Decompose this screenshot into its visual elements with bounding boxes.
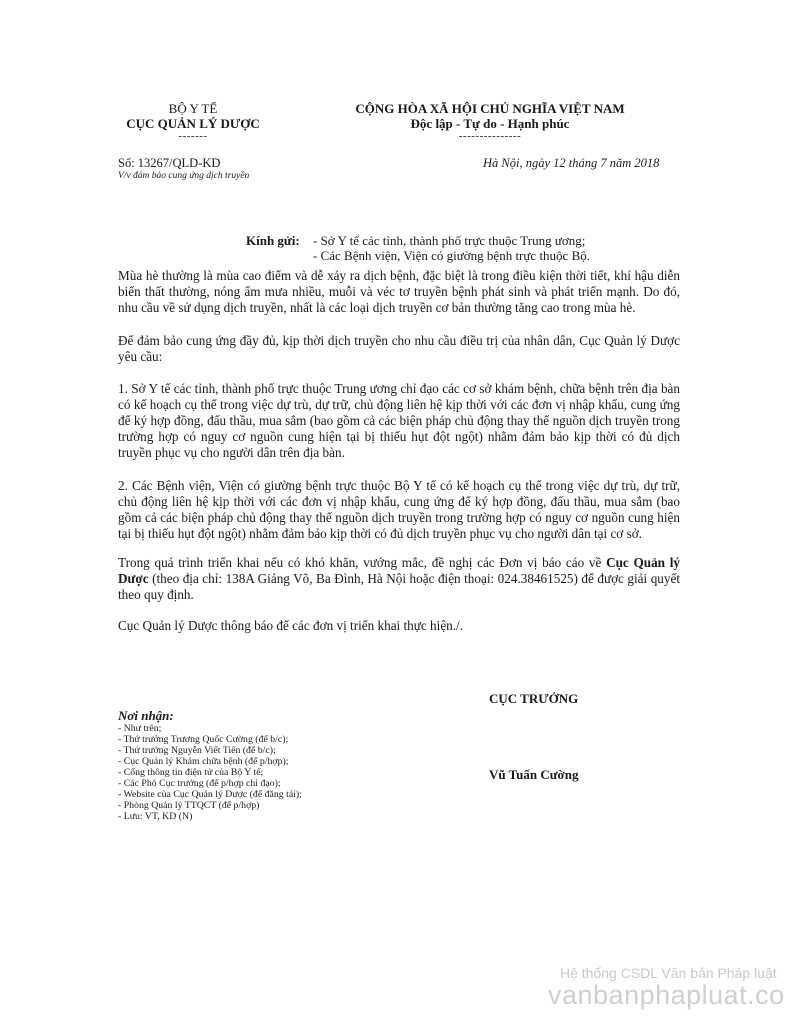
noi-nhan-item: - Thứ trưởng Nguyễn Viết Tiến (để b/c); xyxy=(118,745,276,756)
recipients-list xyxy=(313,233,590,263)
noi-nhan-item: - Website của Cục Quản lý Dược (để đăng tải); xyxy=(118,789,302,800)
recipient-item: - Sở Y tế các tỉnh, thành phố trực thuộc Trung ương; xyxy=(313,233,586,248)
recipients-label: Kính gửi: xyxy=(246,233,300,248)
header-left xyxy=(118,101,268,142)
noi-nhan-item: - Các Phó Cục trưởng (để p/hợp chỉ đạo); xyxy=(118,778,281,789)
body-paragraph-4: 2. Các Bệnh viện, Viện có giường bệnh trực thuộc Bộ Y tế có kế hoạch cụ thể trong việc dự trù, dự trữ, chủ động liên hệ kịp thời với các đơn vị nhập khẩu, cung ứng để ký hợp đồng, đấu thầu, mua sắm (bao gồm cả các biện pháp chủ động thay thế nguồn dịch truyền trong trường hợp có nguy cơ nguồn cung hiện tại bị thiếu hụt đột ngột) nhằm đảm bảo kịp thời có đủ dịch truyền phục vụ cho người dân tại cơ sở. xyxy=(118,478,680,541)
header-left-rule: ------- xyxy=(178,130,208,142)
p5-post: (theo địa chỉ: 138A Giảng Võ, Ba Đình, Hà Nội hoặc điện thoại: 024.38461525) để được giải quyết theo quy định. xyxy=(118,571,680,602)
body-paragraph-3: 1. Sở Y tế các tỉnh, thành phố trực thuộc Trung ương chỉ đạo các cơ sở khám bệnh, chữa bệnh trên địa bàn có kế hoạch cụ thể trong việc dự trù, dự trữ, chủ động liên hệ kịp thời với các đơn vị nhập khẩu, cung ứng để ký hợp đồng, đấu thầu, mua sắm (bao gồm cả các biện pháp chủ động thay thế nguồn dịch truyền trong trường hợp có nguy cơ nguồn cung hiện tại bị thiếu hụt đột ngột) nhằm đảm bảo kịp thời có đủ dịch truyền phục vụ cho người dân trên địa bàn. xyxy=(118,381,680,460)
p5-agency: Cục Quản lý Dược xyxy=(118,555,680,586)
noi-nhan-item: - Cổng thông tin điện tử của Bộ Y tế; xyxy=(118,767,264,778)
doc-number: Số: 13267/QLD-KD xyxy=(118,156,221,170)
body-paragraph-5 xyxy=(118,555,680,603)
noi-nhan-item: - Phòng Quản lý TTQCT (để p/hợp) xyxy=(118,800,260,811)
doc-subject: V/v đảm bảo cung ứng dịch truyền xyxy=(118,171,250,181)
country-name: CỘNG HÒA XÃ HỘI CHỦ NGHĨA VIỆT NAM xyxy=(355,101,625,116)
national-motto: Độc lập - Tự do - Hạnh phúc xyxy=(410,116,570,131)
noi-nhan-item: - Cục Quản lý Khám chữa bệnh (để p/hợp); xyxy=(118,756,289,767)
watermark-line-2: vanbanphapluat.co xyxy=(548,980,785,1010)
recipient-item: - Các Bệnh viện, Viện có giường bệnh trực thuộc Bộ. xyxy=(313,248,590,263)
noi-nhan-item: - Thứ trưởng Trương Quốc Cường (để b/c); xyxy=(118,734,289,745)
noi-nhan-item: - Như trên; xyxy=(118,723,162,734)
header-right xyxy=(340,101,640,142)
noi-nhan-list xyxy=(118,723,302,822)
agency-name: CỤC QUẢN LÝ DƯỢC xyxy=(126,116,260,131)
place-date: Hà Nội, ngày 12 tháng 7 năm 2018 xyxy=(483,156,660,170)
body-paragraph-2: Để đảm bảo cung ứng đầy đủ, kịp thời dịch truyền cho nhu cầu điều trị của nhân dân, Cục Quản lý Dược yêu cầu: xyxy=(118,333,680,364)
noi-nhan-item: - Lưu: VT, KD (N) xyxy=(118,811,193,822)
p5-pre: Trong quá trình triển khai nếu có khó khăn, vướng mắc, đề nghị các Đơn vị báo cáo về xyxy=(118,555,607,570)
watermark-line-1: Hệ thống CSDL Văn bản Pháp luật xyxy=(560,965,777,981)
noi-nhan-label: Nơi nhận: xyxy=(118,708,174,723)
body-paragraph-6: Cục Quản lý Dược thông báo để các đơn vị triển khai thực hiện./. xyxy=(118,618,464,633)
ministry-name: BỘ Y TẾ xyxy=(168,101,218,116)
signer-name: Vũ Tuấn Cường xyxy=(489,767,579,782)
signature-title: CỤC TRƯỞNG xyxy=(489,691,579,706)
header-right-rule: --------------- xyxy=(458,130,522,142)
body-paragraph-1: Mùa hè thường là mùa cao điểm và dễ xảy ra dịch bệnh, đặc biệt là trong điều kiện thời tiết, khí hậu diễn biến thất thường, nóng ẩm mưa nhiều, muỗi và véc tơ truyền bệnh phát sinh và phát triển mạnh. Do đó, nhu cầu về sử dụng dịch truyền, nhất là các loại dịch truyền cơ bản thường tăng cao trong mùa hè. xyxy=(118,268,680,315)
